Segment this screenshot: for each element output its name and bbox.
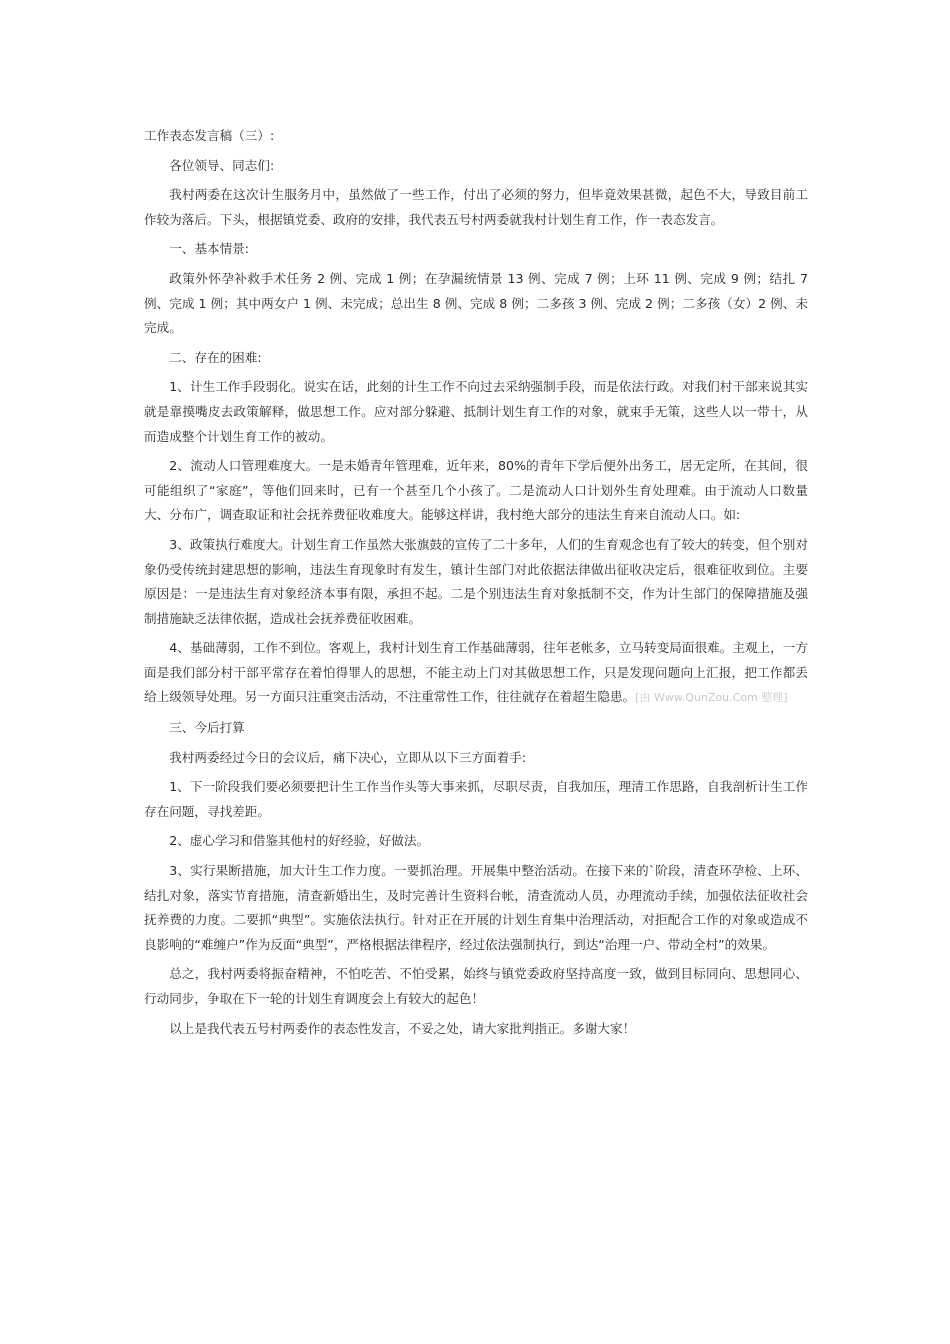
section-heading-future-plans: 三、今后打算 bbox=[169, 720, 245, 736]
closing-paragraph: 以上是我代表五号村两委作的表态性发言，不妥之处，请大家批判指正。多谢大家！ bbox=[169, 1020, 636, 1036]
salutation: 各位领导、同志们: bbox=[169, 157, 275, 173]
basic-situation-paragraph: 政策外怀孕补救手术任务 2 例、完成 1 例；在孕漏统情景 13 例、完成 7 例；上环 11 例、完成 9 例；结扎 7 例、完成 1 例；其中两女户 1 例、未完成；总出生 8 例、完成 8 例；二多孩 3 例、完成 2 例；二多孩（女）2 例、未完成。 bbox=[144, 270, 808, 336]
intro-paragraph: 我村两委在这次计生服务月中，虽然做了一些工作，付出了必须的努力，但毕竟效果甚微，起色不大，导致目前工作较为落后。下头，根据镇党委、政府的安排，我代表五号村两委就我村计划生育工作，作一表态发言。 bbox=[144, 187, 808, 227]
difficulty-paragraph-1: 1、计生工作手段弱化。说实在话，此刻的计生工作不向过去采纳强制手段，而是依法行政。对我们村干部来说其实就是靠摸嘴皮去政策解释，做思想工作。应对部分躲避、抵制计划生育工作的对象，就束手无策，这些人以一带十，从而造成整个计划生育工作的被动。 bbox=[144, 379, 808, 444]
section-heading-basic-situation: 一、基本情景: bbox=[169, 241, 249, 257]
plan-paragraph-2: 2、虚心学习和借鉴其他村的好经验，好做法。 bbox=[169, 833, 430, 849]
section-heading-difficulties: 二、存在的困难: bbox=[169, 349, 262, 365]
plan-paragraph-3: 3、实行果断措施，加大计生工作力度。一要抓治理。开展集中整治活动。在接下来的`阶段，清查环孕检、上环、结扎对象，落实节育措施，清查新婚出生，及时完善计生资料台帐，清查流动人员，办理流动手续，加强依法征收社会抚养费的力度。二要抓“典型”。实施依法执行。针对正在开展的计划生育集中治理活动，对拒配合工作的对象或造成不良影响的“难缠户”作为反面“典型”，严格根据法律程序，经过依法强制执行，到达“治理一户、带动全村”的效果。 bbox=[144, 863, 808, 952]
watermark-text: [由 Www.QunZou.Com 整理] bbox=[635, 691, 788, 705]
difficulty-paragraph-4 bbox=[144, 636, 808, 711]
document-title: 工作表态发言稿（三）: bbox=[144, 128, 275, 143]
difficulty-4-text: 4、基础薄弱，工作不到位。客观上，我村计划生育工作基础薄弱，往年老帐多，立马转变局面很难。主观上，一方面是我们部分村干部平常存在着怕得罪人的思想，不能主动上门对其做思想工作，只是发现问题向上汇报，把工作都丢给上级领导处理。另一方面只注重突击活动，不注重常性工作，往往就存在着超生隐患。 bbox=[144, 640, 808, 705]
plan-paragraph-1: 1、下一阶段我们要必须要把计生工作当作头等大事来抓，尽职尽责，自我加压，理清工作思路，自我剖析计生工作存在问题，寻找差距。 bbox=[144, 779, 808, 819]
difficulty-paragraph-3: 3、政策执行难度大。计划生育工作虽然大张旗鼓的宣传了二十多年，人们的生育观念也有了较大的转变，但个别对象仍受传统封建思想的影响，违法生育现象时有发生，镇计生部门对此依据法律做出征收决定后，很难征收到位。主要原因是：一是违法生育对象经济本事有限，承担不起。二是个别违法生育对象抵制不交，作为计生部门的保障措施及强制措施缺乏法律依据，造成社会抚养费征收困难。 bbox=[144, 536, 808, 626]
plan-intro-paragraph: 我村两委经过今日的会议后，痛下决心，立即从以下三方面着手: bbox=[169, 749, 527, 765]
conclusion-paragraph: 总之，我村两委将振奋精神，不怕吃苦、不怕受累，始终与镇党委政府坚持高度一致，做到目标同向、思想同心、行动同步，争取在下一轮的计划生育调度会上有较大的起色！ bbox=[144, 966, 808, 1006]
difficulty-paragraph-2: 2、流动人口管理难度大。一是未婚青年管理难，近年来，80%的青年下学后便外出务工，居无定所，在其间，很可能组织了“家庭”，等他们回来时，已有一个甚至几个小孩了。二是流动人口计划外生育处理难。由于流动人口数量大、分布广，调查取证和社会抚养费征收难度大。能够这样讲，我村绝大部分的违法生育来自流动人口。如: bbox=[144, 458, 808, 523]
document-body bbox=[144, 124, 808, 1046]
